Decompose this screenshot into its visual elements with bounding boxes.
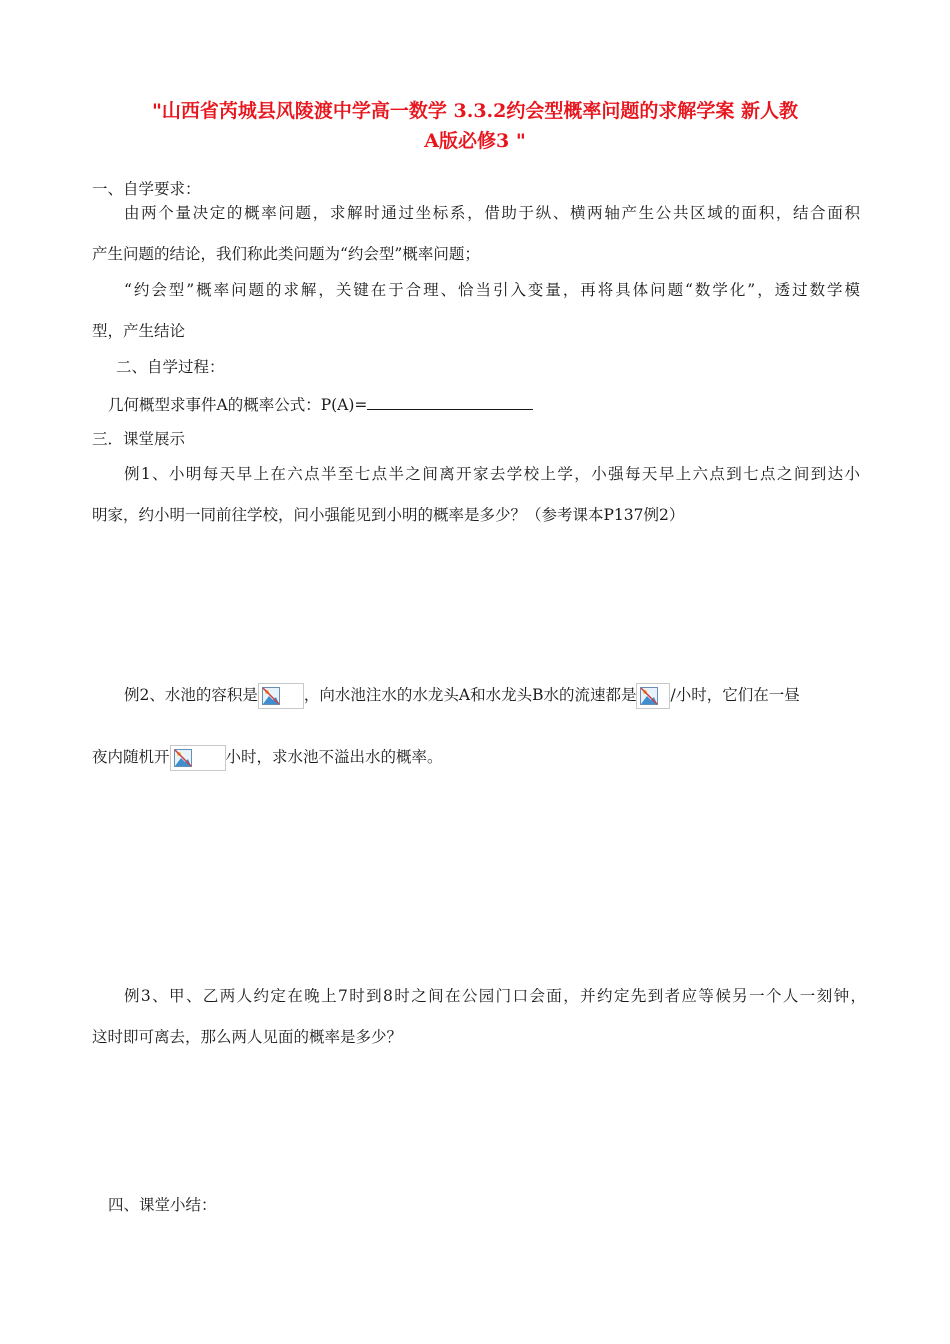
title-line-1: "山西省芮城县风陵渡中学高一数学 3.3.2约会型概率问题的求解学案 新人教 (151, 100, 799, 122)
document-title (90, 96, 860, 156)
section-4-heading: 四、课堂小结： (108, 1196, 217, 1214)
broken-image-icon (636, 683, 670, 709)
formula-answer-blank[interactable] (367, 392, 533, 410)
example-2-text-5: 小时，求水池不溢出水的概率。 (225, 748, 443, 766)
example-2-line-1 (124, 683, 800, 709)
example-3-line-1: 例3、甲、乙两人约定在晚上7时到8时之间在公园门口会面，并约定先到者应等候另一个人一刻钟， (124, 987, 866, 1005)
example-1-line-1: 例1、小明每天早上在六点半至七点半之间离开家去学校上学，小强每天早上六点到七点之间到达小 (124, 465, 860, 483)
example-2-text-3: /小时，它们在一昼 (670, 686, 800, 704)
broken-image-icon (170, 745, 226, 771)
section-1-heading: 一、自学要求： (92, 180, 201, 198)
section-2-heading: 二、自学过程： (116, 358, 225, 376)
section-1-para-2-line-2: 型，产生结论 (92, 322, 186, 340)
example-2-line-2 (92, 745, 443, 771)
probability-formula (108, 392, 533, 416)
broken-image-icon (258, 683, 304, 709)
section-1-para-1-line-1: 由两个量决定的概率问题，求解时通过坐标系，借助于纵、横两轴产生公共区域的面积，结合面积 (124, 204, 860, 222)
example-1-line-2: 明家，约小明一同前往学校，问小强能见到小明的概率是多少？（参考课本P137例2） (92, 506, 685, 524)
example-2-text-1: 例2、水池的容积是 (124, 686, 258, 704)
formula-label: 几何概型求事件A的概率公式：P(A)= (108, 396, 368, 414)
example-2-text-4: 夜内随机开 (92, 748, 170, 766)
example-3-line-2: 这时即可离去，那么两人见面的概率是多少？ (92, 1028, 403, 1046)
example-2-text-2: ，向水池注水的水龙头A和水龙头B水的流速都是 (303, 686, 637, 704)
section-1-para-2-line-1: “约会型”概率问题的求解，关键在于合理、恰当引入变量，再将具体问题“数学化”，透过数学模 (124, 281, 860, 299)
section-1-para-1-line-2: 产生问题的结论，我们称此类问题为“约会型”概率问题； (92, 245, 480, 263)
section-3-heading: 三．课堂展示 (92, 430, 186, 448)
title-line-2: A版必修3 " (424, 130, 526, 152)
